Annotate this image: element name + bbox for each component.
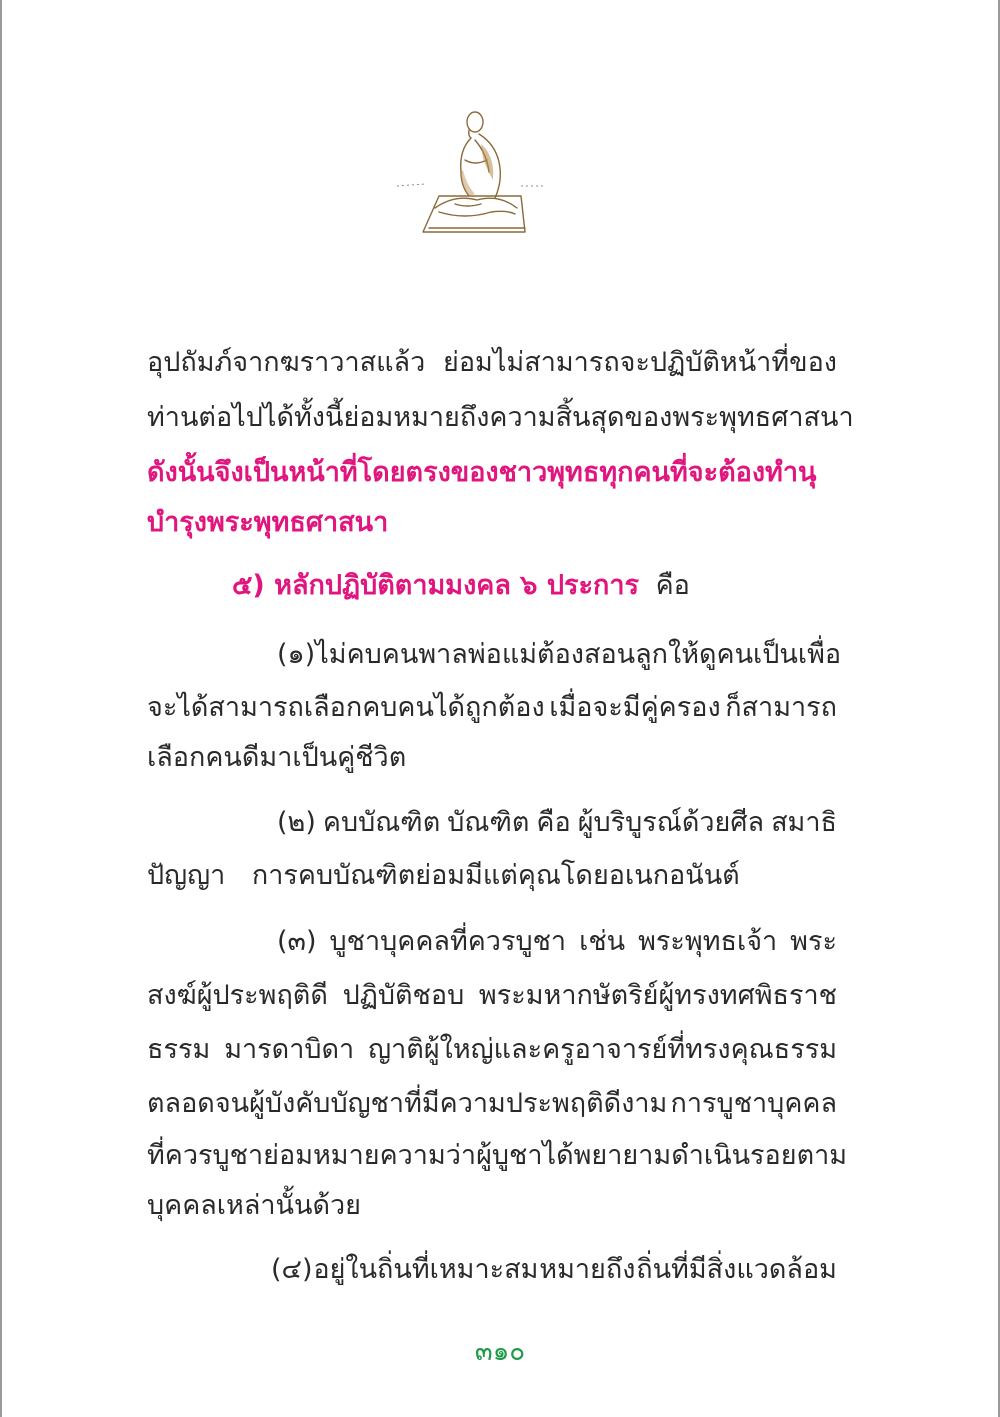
text-segment: การคบบัณฑิตย่อมมีแต่คุณโดยอเนกอนันต์: [251, 860, 740, 891]
highlight-line-2: [147, 503, 388, 543]
item-number: (๑): [277, 639, 316, 670]
text-segment: เลือกคนดีมาเป็นคู่ชีวิต: [147, 742, 407, 773]
text-segment: ผู้บริบูรณ์ด้วยศีล: [577, 807, 765, 838]
page-number: ๓๑๐: [474, 1337, 526, 1367]
text-segment: ญาติผู้ใหญ่และครูอาจารย์ที่ทรงคุณธรรม: [368, 1034, 837, 1065]
text-segment: ทั้งนี้ย่อมหมายถึงความสิ้นสุดของพระพุทธศาสนา: [294, 402, 854, 433]
item-3-line-1: [277, 922, 837, 962]
section-heading: [232, 566, 690, 606]
item-3-line-5: [147, 1136, 848, 1176]
text-segment: พระมหากษัตริย์ผู้ทรงทศพิธราช: [478, 980, 837, 1011]
text-segment: ก็สามารถ: [725, 692, 837, 723]
text-segment: เช่น: [579, 926, 626, 957]
text-segment: คบบัณฑิต: [322, 807, 441, 838]
item-number: (๓): [277, 926, 317, 957]
item-3-line-4: [147, 1084, 837, 1124]
text-segment: อุปถัมภ์จากฆราวาสแล้ว: [147, 347, 426, 378]
text-segment: ย่อมหมายความว่า: [263, 1140, 477, 1171]
text-segment: สงฆ์ผู้ประพฤติดี: [147, 980, 328, 1011]
text-segment: ธรรม: [147, 1034, 211, 1065]
item-3-line-3: [147, 1030, 837, 1070]
body-line-2: [147, 398, 854, 438]
text-segment: หมายถึง: [539, 1254, 636, 1285]
text-segment: ท่านต่อไปได้: [147, 402, 294, 433]
page-edge-left: [0, 0, 2, 1417]
text-segment: สมาธิ: [771, 807, 837, 838]
item-3-line-6: [147, 1186, 361, 1226]
text-segment: จะได้สามารถเลือกคบคนได้ถูกต้อง: [147, 692, 545, 723]
text-segment: ที่ควรบูชา: [147, 1140, 264, 1171]
item-1-line-1: [277, 635, 842, 675]
body-line-1: [147, 343, 837, 383]
item-number: (๔): [271, 1254, 313, 1285]
meditating-monk-illustration: [395, 100, 555, 245]
item-2-line-2: [147, 856, 740, 896]
text-segment: พ่อแม่ต้องสอนลูกให้ดูคนเป็น: [467, 639, 798, 670]
text-segment: เพื่อ: [797, 639, 842, 670]
item-number: (๒): [277, 807, 316, 838]
text-segment: อยู่ในถิ่นที่เหมาะสม: [313, 1254, 539, 1285]
section-title: ๕) หลักปฏิบัติตามมงคล ๖ ประการ: [232, 570, 639, 601]
text-segment: ตลอดจนผู้บังคับบัญชาที่มีความประพฤติดีงาม: [147, 1088, 668, 1119]
text-segment: บูชาบุคคลที่ควรบูชา: [329, 926, 567, 957]
item-1-line-3: [147, 738, 406, 778]
item-3-line-2: [147, 976, 837, 1016]
item-2-line-1: [277, 803, 837, 843]
text-segment: บำรุงพระพุทธศาสนา: [147, 507, 389, 538]
text-segment: เมื่อจะมีคู่ครอง: [549, 692, 721, 723]
text-segment: บัณฑิต: [447, 807, 530, 838]
highlight-line-1: [147, 453, 816, 493]
item-4-line-1: [271, 1250, 837, 1290]
text-segment: พระพุทธเจ้า: [638, 926, 778, 957]
text-segment: คือ: [655, 570, 690, 601]
text-segment: พระ: [790, 926, 837, 957]
text-segment: ย่อมไม่สามารถจะปฏิบัติหน้าที่ของ: [443, 347, 837, 378]
text-segment: คือ: [536, 807, 571, 838]
text-segment: ปัญญา: [147, 860, 226, 891]
text-segment: ผู้บูชาได้พยายามดำเนินรอยตาม: [476, 1140, 848, 1171]
text-segment: มารดาบิดา: [224, 1034, 355, 1065]
text-segment: บุคคลเหล่านั้นด้วย: [147, 1190, 361, 1221]
text-segment: ปฏิบัติชอบ: [342, 980, 465, 1011]
text-segment: ถิ่นที่มีสิ่งแวดล้อม: [636, 1254, 837, 1285]
text-segment: การบูชาบุคคล: [670, 1088, 837, 1119]
text-segment: ดังนั้นจึงเป็นหน้าที่โดยตรงของชาวพุทธทุกคนที่จะต้องทำนุ: [147, 457, 817, 488]
item-1-line-2: [147, 688, 837, 728]
text-segment: ไม่คบคนพาล: [315, 639, 468, 670]
